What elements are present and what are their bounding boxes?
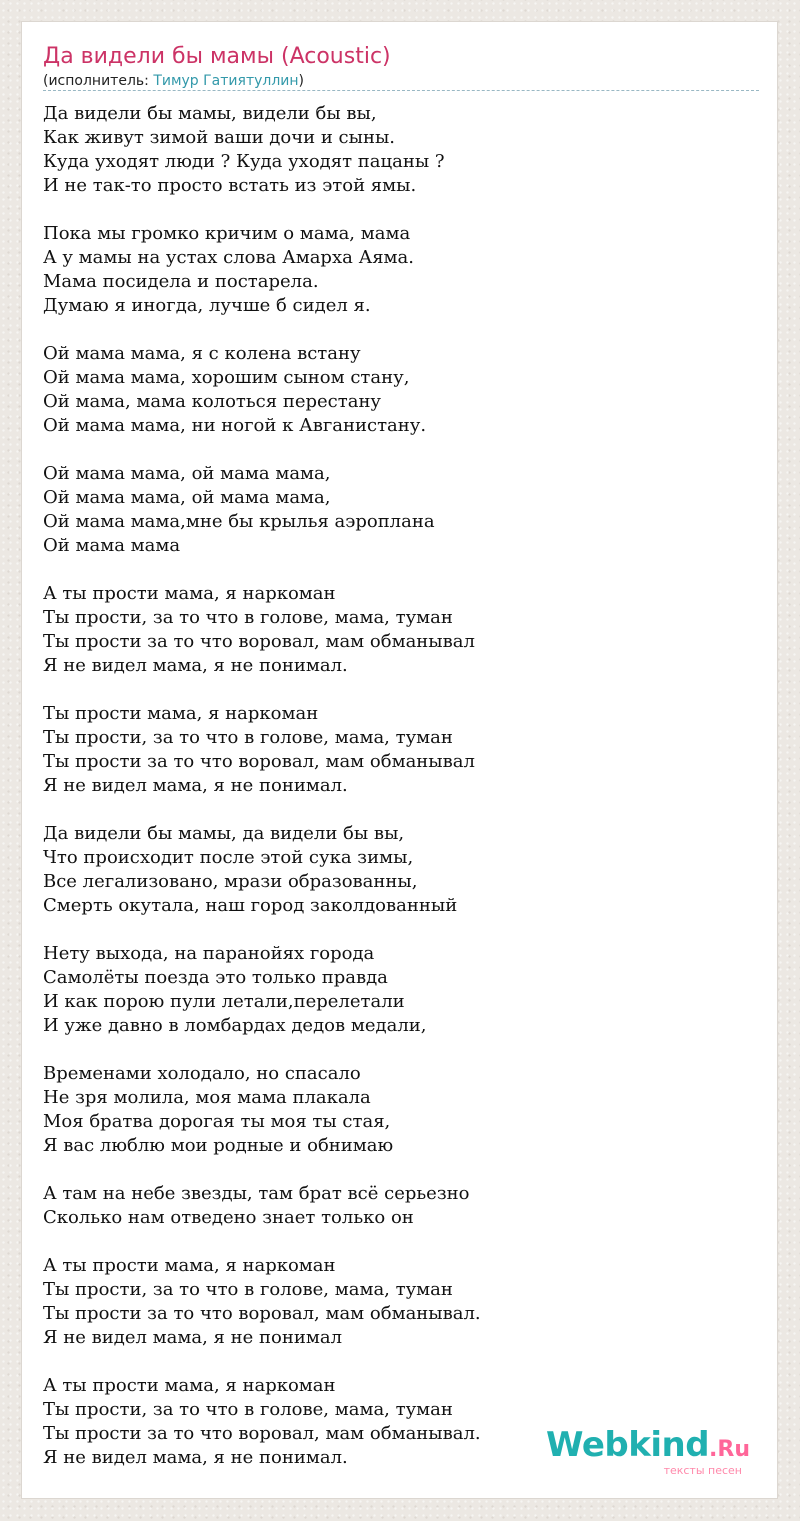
stanza-gap — [43, 1038, 743, 1062]
lyric-line: Я не видел мама, я не понимал. — [43, 655, 348, 676]
lyric-line: Ой мама мама, я с колена встану — [43, 343, 361, 364]
lyric-line: Ты прости, за то что в голове, мама, туман — [43, 607, 453, 628]
lyric-line: Ой мама мама, ой мама мама, — [43, 487, 331, 508]
lyric-line: И как порою пули летали,перелетали — [43, 991, 405, 1012]
lyric-line: Ты прости, за то что в голове, мама, туман — [43, 1279, 453, 1300]
lyric-line: Я не видел мама, я не понимал — [43, 1327, 343, 1348]
lyric-line: Думаю я иногда, лучше б сидел я. — [43, 295, 371, 316]
lyric-line: Самолёты поезда это только правда — [43, 967, 388, 988]
lyric-line: Да видели бы мамы, да видели бы вы, — [43, 823, 405, 844]
artist-suffix: ) — [298, 73, 304, 89]
lyric-line: Ты прости за то что воровал, мам обманывал — [43, 751, 475, 772]
stanza-gap — [43, 318, 743, 342]
page-title: Да видели бы мамы (Acoustic) — [43, 44, 391, 69]
lyric-line: Ой мама, мама колоться перестану — [43, 391, 382, 412]
lyric-line: Как живут зимой ваши дочи и сыны. — [43, 127, 395, 148]
lyric-line: Что происходит после этой сука зимы, — [43, 847, 414, 868]
lyric-line: Куда уходят люди ? Куда уходят пацаны ? — [43, 151, 445, 172]
stanza-gap — [43, 918, 743, 942]
lyric-line: Я не видел мама, я не понимал. — [43, 775, 348, 796]
lyric-line: А ты прости мама, я наркоман — [43, 1255, 336, 1276]
stanza-gap — [43, 1158, 743, 1182]
title-divider — [43, 90, 759, 91]
lyric-line: Ты прости за то что воровал, мам обманывал. — [43, 1423, 481, 1444]
artist-prefix: (исполнитель: — [43, 73, 154, 89]
lyric-line: Ой мама мама,мне бы крылья аэроплана — [43, 511, 435, 532]
lyric-line: Моя братва дорогая ты моя ты стая, — [43, 1111, 391, 1132]
content-card — [21, 21, 778, 1499]
lyric-line: Мама посидела и постарела. — [43, 271, 319, 292]
lyric-line: И не так-то просто встать из этой ямы. — [43, 175, 417, 196]
lyric-line: Ты прости, за то что в голове, мама, туман — [43, 1399, 453, 1420]
lyric-line: А ты прости мама, я наркоман — [43, 583, 336, 604]
stanza-gap — [43, 198, 743, 222]
stanza-gap — [43, 678, 743, 702]
lyric-line: Я не видел мама, я не понимал. — [43, 1447, 348, 1468]
lyric-line: Ты прости, за то что в голове, мама, туман — [43, 727, 453, 748]
lyric-line: Не зря молила, моя мама плакала — [43, 1087, 371, 1108]
stanza-gap — [43, 798, 743, 822]
lyric-line: Пока мы громко кричим о мама, мама — [43, 223, 411, 244]
lyric-line: Да видели бы мамы, видели бы вы, — [43, 103, 377, 124]
lyric-line: Нету выхода, на паранойях города — [43, 943, 375, 964]
lyrics-text — [43, 102, 743, 1470]
stanza-gap — [43, 1230, 743, 1254]
lyric-line: Ой мама мама, ни ногой к Авганистану. — [43, 415, 427, 436]
logo-tld: .Ru — [709, 1437, 750, 1462]
lyric-line: Временами холодало, но спасало — [43, 1063, 361, 1084]
lyric-line: А у мамы на устах слова Амарха Аяма. — [43, 247, 415, 268]
site-logo[interactable] — [546, 1425, 750, 1477]
stanza-gap — [43, 438, 743, 462]
lyric-line: Сколько нам отведено знает только он — [43, 1207, 414, 1228]
lyric-line: А ты прости мама, я наркоман — [43, 1375, 336, 1396]
lyric-line: Ой мама мама, ой мама мама, — [43, 463, 331, 484]
lyric-line: А там на небе звезды, там брат всё серьезно — [43, 1183, 470, 1204]
artist-link[interactable]: Тимур Гатиятуллин — [153, 73, 299, 89]
lyric-line: И уже давно в ломбардах дедов медали, — [43, 1015, 427, 1036]
lyric-line: Ты прости за то что воровал, мам обманывал — [43, 631, 475, 652]
stanza-gap — [43, 1350, 743, 1374]
lyric-line: Все легализовано, мрази образованны, — [43, 871, 418, 892]
logo-wordmark — [546, 1425, 750, 1467]
lyric-line: Смерть окутала, наш город заколдованный — [43, 895, 458, 916]
lyric-line: Ты прости мама, я наркоман — [43, 703, 319, 724]
logo-name: Webkind — [546, 1425, 710, 1465]
lyric-line: Ой мама мама — [43, 535, 181, 556]
lyric-line: Я вас люблю мои родные и обнимаю — [43, 1135, 394, 1156]
logo-tagline: тексты песен — [663, 1464, 742, 1477]
stanza-gap — [43, 558, 743, 582]
lyric-line: Ты прости за то что воровал, мам обманывал. — [43, 1303, 481, 1324]
artist-line — [43, 73, 304, 89]
lyric-line: Ой мама мама, хорошим сыном стану, — [43, 367, 410, 388]
